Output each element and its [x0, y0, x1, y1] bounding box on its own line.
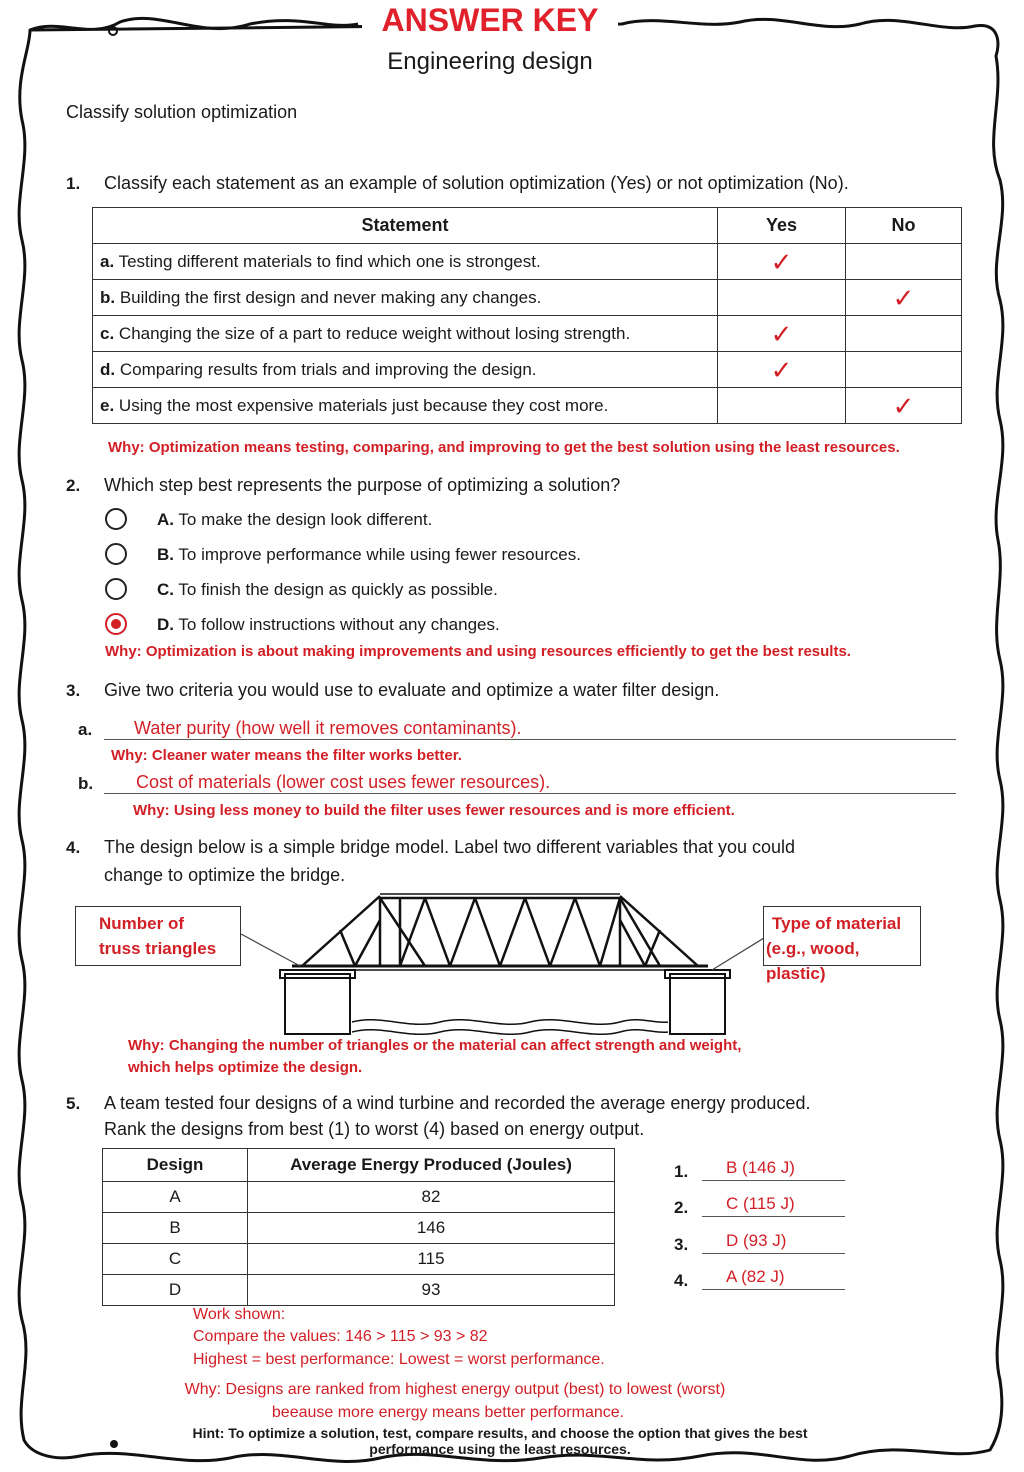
label-box-type-of-material: [763, 906, 921, 983]
no-header: No: [846, 208, 962, 244]
rank-3-number: 3.: [674, 1235, 689, 1254]
option-b-label: B. To improve performance while using fewer resources.: [157, 545, 581, 564]
rank-4-line: [702, 1289, 845, 1290]
option-c-label: C. To finish the design as quickly as possible.: [157, 580, 498, 599]
statement-header: Statement: [93, 208, 718, 244]
table-row: [103, 1213, 615, 1244]
statement-cell: a. Testing different materials to find which one is strongest.: [93, 244, 718, 280]
check-icon: ✓: [718, 244, 846, 280]
energy-table-header: [103, 1149, 615, 1182]
q3a-answer: Water purity (how well it removes contaminants).: [134, 718, 522, 738]
check-icon: ✓: [846, 388, 962, 424]
energy-table: [102, 1148, 615, 1306]
hint-line1: Hint: To optimize a solution, test, compare results, and choose the option that gives the best: [192, 1425, 808, 1441]
label-box-number-of-triangles: [75, 906, 241, 966]
work-line2: Highest = best performance: Lowest = worst performance.: [193, 1351, 605, 1368]
work-title: Work shown:: [193, 1306, 286, 1323]
design-cell: D: [103, 1275, 248, 1306]
rank-2-number: 2.: [674, 1198, 689, 1217]
check-icon: ✓: [718, 352, 846, 388]
label-right-line2: (e.g., wood, plastic): [766, 939, 860, 983]
table-row: [103, 1275, 615, 1306]
q3-text: Give two criteria you would use to evaluate and optimize a water filter design.: [104, 680, 720, 700]
check-icon: ✓: [718, 316, 846, 352]
rank-3-answer: D (93 J): [726, 1231, 787, 1250]
q3b-answer: Cost of materials (lower cost uses fewer resources).: [136, 772, 551, 792]
energy-cell: 115: [248, 1244, 615, 1275]
q5-why-line1: Why: Designs are ranked from highest energy output (best) to lowest (worst): [184, 1381, 726, 1398]
rank-2-line: [702, 1216, 845, 1217]
option-d-label: D. To follow instructions without any changes.: [157, 615, 500, 634]
q1-number: 1.: [66, 174, 81, 193]
table-row: [103, 1182, 615, 1213]
rank-4-answer: A (82 J): [726, 1267, 785, 1286]
rank-2-answer: C (115 J): [726, 1194, 795, 1213]
design-header: Design: [103, 1149, 248, 1182]
work-line1: Compare the values: 146 > 115 > 93 > 82: [193, 1328, 488, 1345]
yes-header: Yes: [718, 208, 846, 244]
q5-number: 5.: [66, 1094, 81, 1113]
q5-text-line1: A team tested four designs of a wind turbine and recorded the average energy produced.: [104, 1093, 811, 1113]
q1-text: Classify each statement as an example of solution optimization (Yes) or not optimization (No).: [104, 173, 849, 193]
energy-cell: 93: [248, 1275, 615, 1306]
rank-1-number: 1.: [674, 1162, 689, 1181]
q5-text-line2: Rank the designs from best (1) to worst (4) based on energy output.: [104, 1119, 645, 1139]
design-cell: C: [103, 1244, 248, 1275]
q3b-letter: b.: [78, 774, 94, 793]
q2-why: Why: Optimization is about making improvements and using resources efficiently to get the best results.: [105, 643, 851, 660]
q3a-letter: a.: [78, 720, 93, 739]
option-a-label: A. To make the design look different.: [157, 510, 433, 529]
topic-heading: Classify solution optimization: [66, 102, 298, 122]
rank-1-line: [702, 1180, 845, 1181]
q4-number: 4.: [66, 838, 81, 857]
rank-1-answer: B (146 J): [726, 1158, 795, 1177]
q3-number: 3.: [66, 681, 81, 700]
q4-why-line1: Why: Changing the number of triangles or the material can affect strength and weight,: [128, 1037, 742, 1054]
q3a-why: Why: Cleaner water means the filter works better.: [111, 747, 462, 764]
q2-number: 2.: [66, 476, 81, 495]
rank-4-number: 4.: [674, 1271, 689, 1290]
statement-cell: e. Using the most expensive materials just because they cost more.: [93, 388, 718, 424]
page-title: ANSWER KEY: [381, 2, 599, 38]
statement-cell: b. Building the first design and never making any changes.: [93, 280, 718, 316]
design-cell: B: [103, 1213, 248, 1244]
rank-3-line: [702, 1253, 845, 1254]
statement-cell: d. Comparing results from trials and improving the design.: [93, 352, 718, 388]
q4-text-line1: The design below is a simple bridge model. Label two different variables that you could: [104, 837, 796, 857]
design-cell: A: [103, 1182, 248, 1213]
energy-header: Average Energy Produced (Joules): [248, 1149, 615, 1182]
statement-cell: c. Changing the size of a part to reduce weight without losing strength.: [93, 316, 718, 352]
q2-text: Which step best represents the purpose of optimizing a solution?: [104, 475, 621, 495]
energy-cell: 82: [248, 1182, 615, 1213]
label-left-line1: Number of: [99, 914, 184, 933]
q1-why: Why: Optimization means testing, comparing, and improving to get the best solution using the least resources.: [108, 439, 900, 456]
check-icon: ✓: [846, 280, 962, 316]
label-left-line2: truss triangles: [99, 939, 217, 958]
table-row: [103, 1244, 615, 1275]
hint-line2: performance using the least resources.: [369, 1441, 631, 1457]
q4-why-line2: which helps optimize the design.: [128, 1059, 363, 1076]
page-subtitle: Engineering design: [387, 48, 593, 75]
q3b-why: Why: Using less money to build the filter uses fewer resources and is more efficient.: [133, 802, 735, 819]
energy-cell: 146: [248, 1213, 615, 1244]
label-right-line1: Type of material: [772, 914, 902, 933]
q5-why-line2: beeause more energy means better performance.: [271, 1404, 625, 1421]
q4-text-line2: change to optimize the bridge.: [104, 865, 346, 885]
